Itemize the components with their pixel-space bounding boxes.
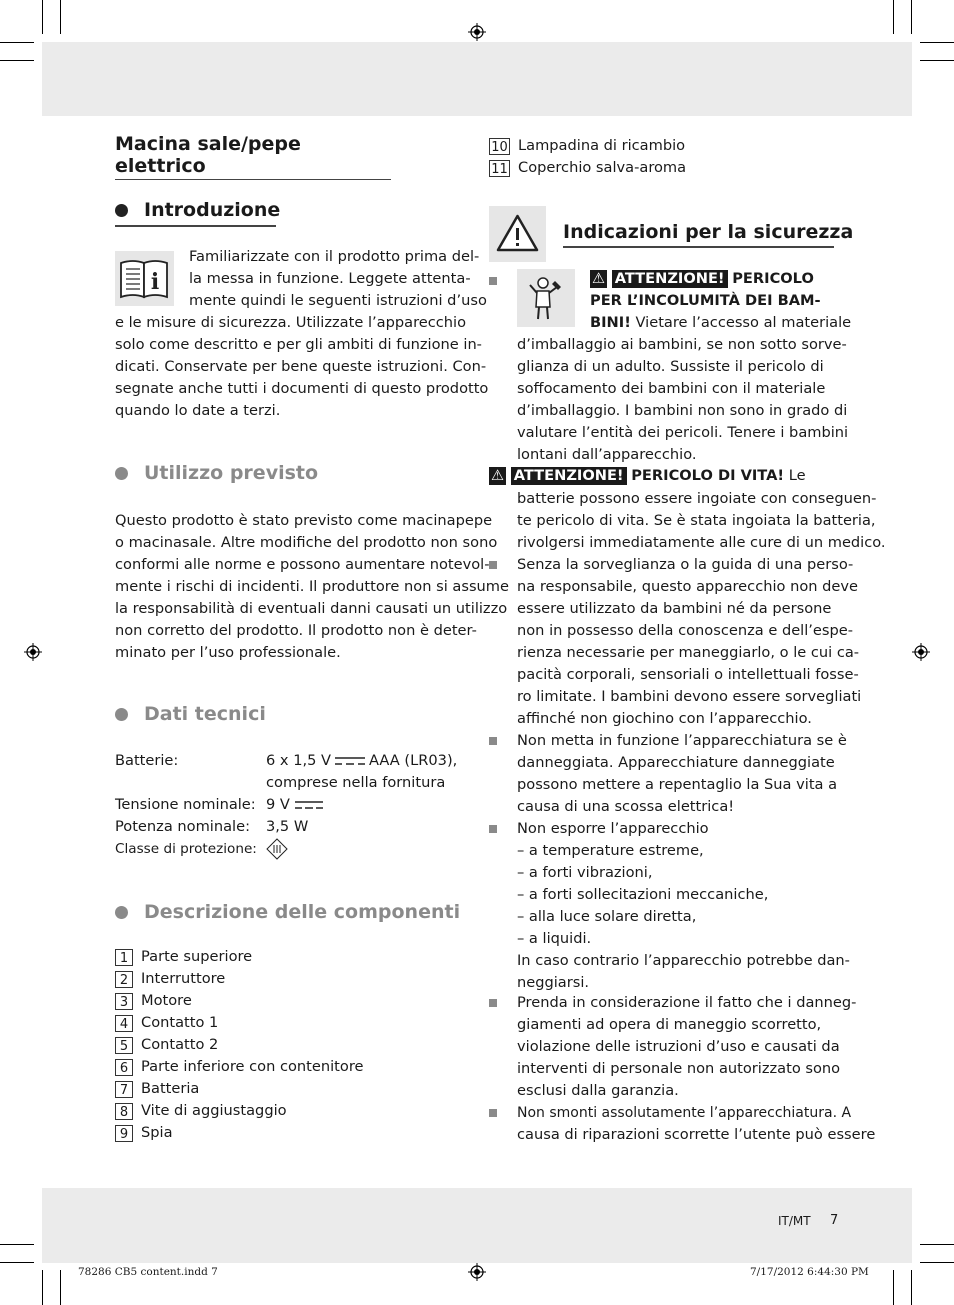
component-item [115, 1056, 363, 1078]
warning-line: PER L’INCOLUMITÀ DEI BAM- [590, 292, 821, 309]
safety-line: Non smonti assolutamente l’apparecchiatura. A [517, 1105, 852, 1121]
crop-mark [0, 42, 34, 43]
safety-line: possono mettere a repentaglio la Sua vita a [517, 776, 838, 793]
warning-small-icon: ⚠ [592, 270, 606, 287]
svg-text:i: i [150, 269, 160, 295]
use-line: conformi alle norme e possono aumentare notevol- [115, 556, 490, 573]
component-number: 9 [115, 1125, 133, 1142]
footer-language: IT/MT [778, 1214, 811, 1228]
component-number: 3 [115, 993, 133, 1010]
component-number: 2 [115, 971, 133, 988]
list-bullet [489, 737, 497, 745]
component-item [489, 157, 686, 179]
safety-line: non in possesso della conoscenza e dell’espe- [517, 622, 854, 639]
component-number: 10 [489, 138, 510, 155]
safety-line: danneggiata. Apparecchiature danneggiate [517, 754, 835, 771]
intro-line: dicati. Conservate per bene queste istruzioni. Con- [115, 358, 487, 375]
spec-value: 9 V [266, 794, 323, 816]
crop-mark [920, 1262, 954, 1263]
section-heading: Descrizione delle componenti [144, 901, 461, 923]
registration-mark-icon [468, 1263, 486, 1281]
section-introduzione [115, 199, 280, 221]
component-label: Contatto 1 [141, 1014, 219, 1031]
section-descrizione-componenti [115, 901, 460, 923]
intro-line: mente quindi le seguenti istruzioni d’uso [189, 292, 487, 309]
warning-tag: ATTENZIONE! [612, 270, 728, 288]
bullet-dot-icon [115, 708, 128, 721]
list-bullet [489, 561, 497, 569]
component-item [115, 946, 252, 968]
list-bullet [489, 1109, 497, 1117]
header-band [42, 42, 912, 116]
intro-line: solo come descritto e per gli ambiti di funzione in- [115, 336, 482, 353]
component-item [489, 135, 685, 157]
crop-mark [0, 1262, 34, 1263]
list-bullet [489, 825, 497, 833]
component-item [115, 1034, 218, 1056]
component-item [115, 990, 192, 1012]
warning-line: lontani dall’apparecchio. [517, 446, 697, 463]
intro-line: segnate anche tutti i documenti di questo prodotto [115, 380, 489, 397]
safety-line: – a forti sollecitazioni meccaniche, [517, 886, 769, 903]
component-label: Lampadina di ricambio [518, 137, 686, 154]
bullet-dot-icon [115, 467, 128, 480]
heading-underline [563, 246, 834, 248]
crop-mark [42, 1270, 43, 1305]
component-item [115, 1012, 218, 1034]
crop-mark [920, 42, 954, 43]
component-label: Coperchio salva-aroma [518, 159, 687, 176]
safety-line: rienza necessarie per maneggiarlo, o le cui ca- [517, 644, 860, 661]
intro-line: Familiarizzate con il prodotto prima del- [189, 248, 480, 265]
component-label: Contatto 2 [141, 1036, 219, 1053]
safety-line: causa di riparazioni scorrette l’utente può essere [517, 1126, 876, 1143]
crop-mark [0, 1244, 34, 1245]
safety-line: In caso contrario l’apparecchio potrebbe dan- [517, 952, 850, 969]
read-manual-icon [115, 251, 174, 306]
component-number: 1 [115, 949, 133, 966]
safety-line: – alla luce solare diretta, [517, 908, 697, 925]
warning-line: ⚠ ATTENZIONE! PERICOLO [592, 270, 814, 287]
component-number: 5 [115, 1037, 133, 1054]
crop-mark [911, 1270, 912, 1305]
warning-line: BINI! Vietare l’accesso al materiale [590, 314, 852, 331]
component-item [115, 1122, 173, 1144]
spec-value: comprese nella fornitura [266, 774, 446, 791]
safety-line: neggiarsi. [517, 974, 590, 991]
component-item [115, 968, 225, 990]
safety-line: na responsabile, questo apparecchio non deve [517, 578, 859, 595]
use-line: minato per l’uso professionale. [115, 644, 341, 661]
spec-label: Batterie: [115, 752, 179, 769]
intro-line: la messa in funzione. Leggete attenta- [189, 270, 471, 287]
warning-line: soffocamento dei bambini con il materiale [517, 380, 826, 397]
registration-mark-icon [912, 643, 930, 661]
component-label: Interruttore [141, 970, 226, 987]
safety-line: interventi di personale non autorizzato sono [517, 1060, 841, 1077]
crop-mark [893, 0, 894, 34]
component-item [115, 1100, 287, 1122]
safety-line: – a temperature estreme, [517, 842, 704, 859]
list-bullet [489, 999, 497, 1007]
use-line: non corretto del prodotto. Il prodotto non è deter- [115, 622, 477, 639]
component-label: Parte superiore [141, 948, 253, 965]
warning-line: rivolgersi immediatamente alle cure di un medico. [517, 534, 886, 551]
crop-mark [60, 1270, 61, 1305]
spec-value: 6 x 1,5 V AAA (LR03), [266, 752, 458, 769]
warning-line: glianza di un adulto. Sussiste il pericolo di [517, 358, 824, 375]
safety-line: giamenti ad opera di maneggio scorretto, [517, 1016, 822, 1033]
safety-line: esclusi dalla garanzia. [517, 1082, 679, 1099]
child-safety-icon [517, 269, 575, 327]
safety-line: causa di una scossa elettrica! [517, 798, 735, 815]
section-heading: Utilizzo previsto [144, 462, 319, 484]
protection-class-iii-icon [266, 838, 288, 860]
page-number: 7 [830, 1213, 839, 1228]
spec-label: Classe di protezione: [115, 841, 257, 857]
crop-mark [920, 1244, 954, 1245]
safety-line: – a forti vibrazioni, [517, 864, 653, 881]
use-line: o macinasale. Altre modifiche del prodotto non sono [115, 534, 498, 551]
bullet-dot-icon [115, 204, 128, 217]
list-bullet [489, 277, 497, 285]
use-line: mente i rischi di incidenti. Il produttore non si assume [115, 578, 509, 595]
spec-value: 3,5 W [266, 818, 309, 835]
warning-line: te pericolo di vita. Se è stata ingoiata la batteria, [517, 512, 876, 529]
warning-triangle-icon [489, 206, 546, 262]
component-number: 6 [115, 1059, 133, 1076]
warning-line: d’imballaggio. I bambini non sono in grado di [517, 402, 848, 419]
registration-mark-icon [468, 23, 486, 41]
component-number: 4 [115, 1015, 133, 1032]
warning-line: valutare l’entità dei pericoli. Tenere i bambini [517, 424, 849, 441]
component-number: 11 [489, 160, 510, 177]
section-heading: Dati tecnici [144, 703, 266, 725]
section-dati-tecnici [115, 703, 266, 725]
date-slug: 7/17/2012 6:44:30 PM [750, 1266, 869, 1278]
safety-line: Senza la sorveglianza o la guida di una perso- [517, 556, 854, 573]
safety-line: essere utilizzato da bambini né da persone [517, 600, 832, 617]
warning-line: d’imballaggio ai bambini, se non sotto sorve- [517, 336, 847, 353]
safety-line: Non esporre l’apparecchio [517, 820, 709, 837]
warning-line: batterie possono essere ingoiate con conseguen- [517, 490, 877, 507]
dc-symbol-icon [335, 756, 365, 766]
safety-line: ro limitate. I bambini devono essere sorvegliati [517, 688, 862, 705]
safety-line: Non metta in funzione l’apparecchiatura se è [517, 732, 847, 749]
safety-line: Prenda in considerazione il fatto che i danneg- [517, 994, 857, 1011]
registration-mark-icon [24, 643, 42, 661]
crop-mark [920, 60, 954, 61]
component-number: 8 [115, 1103, 133, 1120]
crop-mark [0, 60, 34, 61]
section-utilizzo-previsto [115, 462, 318, 484]
warning-line: ⚠ ATTENZIONE! PERICOLO DI VITA! Le [491, 467, 806, 484]
warning-tag: ATTENZIONE! [511, 467, 627, 485]
crop-mark [893, 1270, 894, 1305]
component-label: Motore [141, 992, 192, 1009]
spec-label: Potenza nominale: [115, 818, 250, 835]
file-slug: 78286 CB5 content.indd 7 [78, 1266, 218, 1278]
section-heading: Introduzione [144, 199, 281, 221]
safety-line: violazione delle istruzioni d’uso e causati da [517, 1038, 840, 1055]
intro-line: quando lo date a terzi. [115, 402, 281, 419]
use-line: la responsabilità di eventuali danni causati un utilizzo [115, 600, 508, 617]
intro-line: e le misure di sicurezza. Utilizzate l’apparecchio [115, 314, 467, 331]
spec-label: Tensione nominale: [115, 796, 256, 813]
crop-mark [42, 0, 43, 34]
component-label: Vite di aggiustaggio [141, 1102, 287, 1119]
use-line: Questo prodotto è stato previsto come macinapepe [115, 512, 493, 529]
safety-line: pacità corporali, sensoriali o intellettuali fosse- [517, 666, 859, 683]
component-item [115, 1078, 199, 1100]
component-label: Batteria [141, 1080, 200, 1097]
heading-underline [115, 225, 276, 227]
page-title: Macina sale/pepe elettrico [115, 133, 391, 180]
dc-symbol-icon [295, 800, 323, 810]
safety-line: affinché non giochino con l’apparecchio. [517, 710, 812, 727]
crop-mark [60, 0, 61, 34]
safety-line: – a liquidi. [517, 930, 592, 947]
component-label: Parte inferiore con contenitore [141, 1058, 364, 1075]
section-heading-sicurezza: Indicazioni per la sicurezza [563, 221, 854, 243]
warning-small-icon: ⚠ [491, 467, 505, 484]
component-number: 7 [115, 1081, 133, 1098]
crop-mark [911, 0, 912, 34]
component-label: Spia [141, 1124, 173, 1141]
bullet-dot-icon [115, 906, 128, 919]
